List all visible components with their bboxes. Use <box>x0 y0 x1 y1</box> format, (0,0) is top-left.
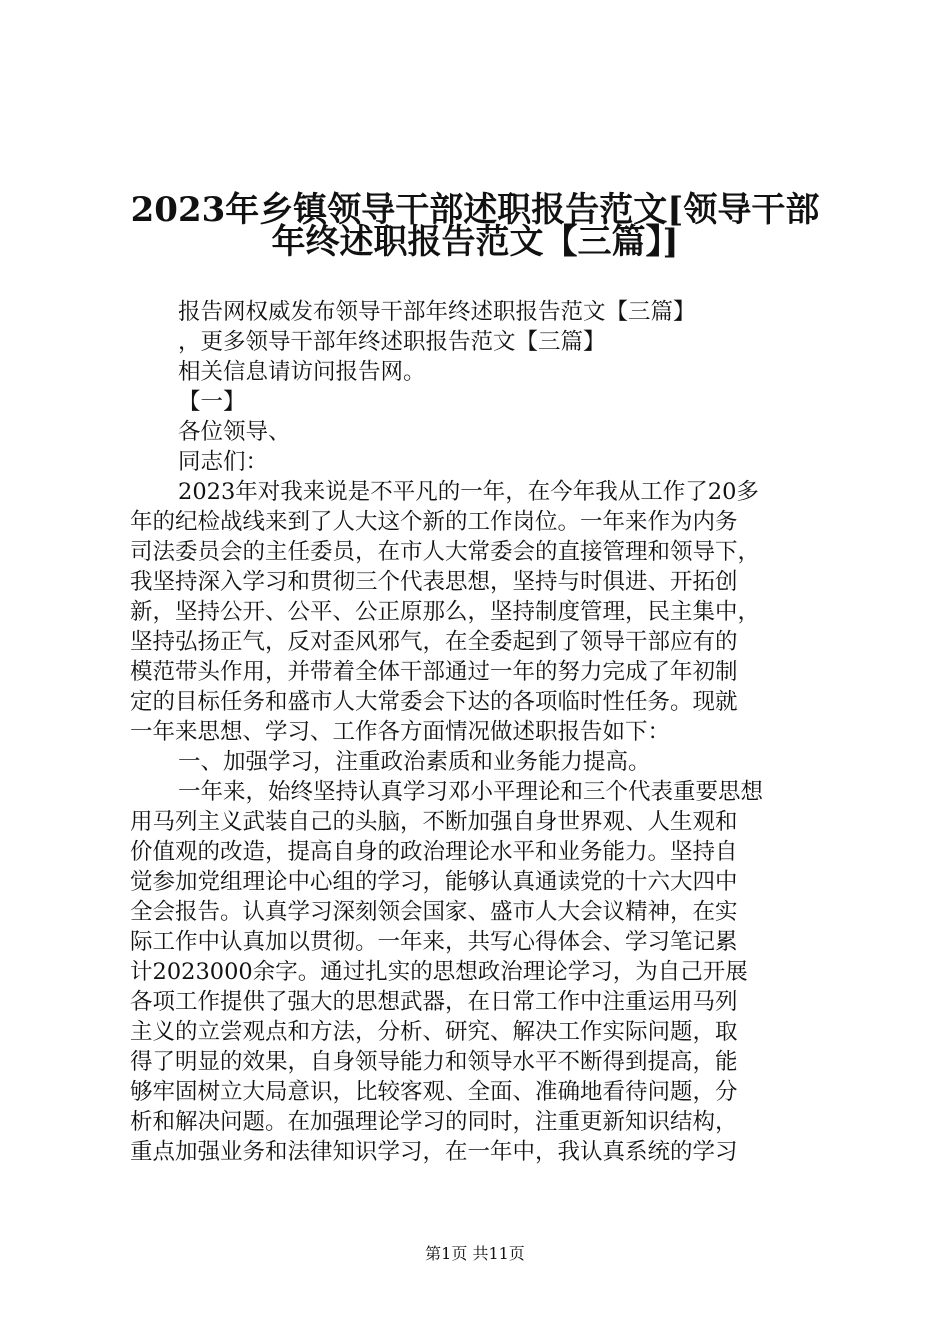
body-line: 模范带头作用，并带着全体干部通过一年的努力完成了年初制 <box>130 659 738 685</box>
section-heading: 一、加强学习，注重政治素质和业务能力提高。 <box>178 749 651 775</box>
body-line: 际工作中认真加以贯彻。一年来，共写心得体会、学习笔记累 <box>130 929 738 955</box>
body-line: 计2023000余字。通过扎实的思想政治理论学习，为自己开展 <box>130 959 748 985</box>
salutation-line: 各位领导、 <box>178 419 291 445</box>
body-line: 我坚持深入学习和贯彻三个代表思想，坚持与时俱进、开拓创 <box>130 569 738 595</box>
body-line: 全会报告。认真学习深刻领会国家、盛市人大会议精神，在实 <box>130 899 738 925</box>
intro-line: 报告网权威发布领导干部年终述职报告范文【三篇】 <box>178 299 696 325</box>
salutation-line: 同志们： <box>178 449 269 475</box>
body-line: 得了明显的效果，自身领导能力和领导水平不断得到提高，能 <box>130 1049 738 1075</box>
body-line: 主义的立尝观点和方法，分析、研究、解决工作实际问题，取 <box>130 1019 738 1045</box>
intro-line: 相关信息请访问报告网。 <box>178 359 426 385</box>
body-line: 定的目标任务和盛市人大常委会下达的各项临时性任务。现就 <box>130 689 738 715</box>
body-line: 司法委员会的主任委员，在市人大常委会的直接管理和领导下， <box>130 539 761 565</box>
body-line: 新，坚持公开、公平、公正原那么，坚持制度管理，民主集中， <box>130 599 761 625</box>
page-number-footer: 第1页 共11页 <box>425 1244 525 1263</box>
body-line: 觉参加党组理论中心组的学习，能够认真通读党的十六大四中 <box>130 869 738 895</box>
body-line: 2023年对我来说是不平凡的一年，在今年我从工作了20多 <box>178 479 759 505</box>
intro-line: ，更多领导干部年终述职报告范文【三篇】 <box>178 329 606 355</box>
body-line: 重点加强业务和法律知识学习，在一年中，我认真系统的学习 <box>130 1139 738 1165</box>
title-line-1: 2023年乡镇领导干部述职报告范文[领导干部 <box>130 190 820 230</box>
body-line: 析和解决问题。在加强理论学习的同时，注重更新知识结构， <box>130 1109 738 1135</box>
body-line: 坚持弘扬正气，反对歪风邪气，在全委起到了领导干部应有的 <box>130 629 738 655</box>
title-line-2: 年终述职报告范文【三篇】] <box>271 222 679 262</box>
section-marker: 【一】 <box>178 389 246 415</box>
body-line: 各项工作提供了强大的思想武器，在日常工作中注重运用马列 <box>130 989 738 1015</box>
body-line: 用马列主义武装自己的头脑，不断加强自身世界观、人生观和 <box>130 809 738 835</box>
body-line: 价值观的改造，提高自身的政治理论水平和业务能力。坚持自 <box>130 839 738 865</box>
body-line: 够牢固树立大局意识，比较客观、全面、准确地看待问题，分 <box>130 1079 738 1105</box>
body-line: 一年来思想、学习、工作各方面情况做述职报告如下： <box>130 719 671 745</box>
body-line: 年的纪检战线来到了人大这个新的工作岗位。一年来作为内务 <box>130 509 738 535</box>
body-line: 一年来，始终坚持认真学习邓小平理论和三个代表重要思想 <box>178 779 764 805</box>
